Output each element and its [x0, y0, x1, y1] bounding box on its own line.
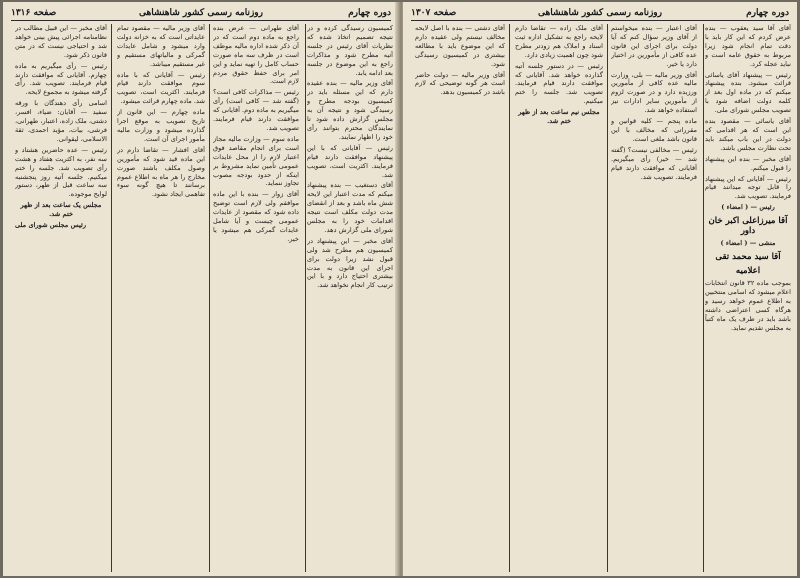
paragraph: رئیس — آقایانی که با ماده سوم موافقت دارند قیام فرمایند. اکثریت است، تصویب شد. ماده چهارم قرائت میشود.	[117, 70, 205, 106]
secretary-title: منشی — ( امضاء )	[720, 239, 776, 248]
right-header-title: روزنامه رسمی کشور شاهنشاهی	[538, 8, 662, 18]
left-header-issue: دوره چهارم	[348, 8, 391, 18]
paragraph: آقای ملک زاده — تقاضا دارم لایحه راجع به تشکیل اداره ثبت اسناد و املاک هم زودتر مطرح شود چون اهمیت زیادی دارد.	[515, 24, 603, 59]
right-column-2	[611, 24, 697, 572]
paragraph: رئیس — پیشنهاد آقای یاسائی قرائت میشود. بنده پیشنهاد میکنم که در ماده اول بعد از کلمه دولت اضافه شود با تصویب مجلس شورای ملی.	[705, 70, 791, 115]
right-column-4	[415, 24, 505, 572]
column-rule	[305, 24, 306, 572]
session-closed-note: مجلس نیم ساعت بعد از ظهر ختم شد.	[518, 108, 600, 126]
column-rule	[607, 24, 608, 572]
paragraph: آقای وزیر مالیه — بنده عقیده دارم که این مسئله باید در کمیسیون بودجه مطرح و رسیدگی شود و نتیجه آن به مجلس گزارش داده شود تا نمایندگان محترم بتوانند رأی خود را اظهار نمایند.	[307, 79, 393, 141]
paragraph: اسامی رأی دهندگان با ورقه سفید — آقایان: ضیاء، افسر، دشتی، ملک زاده، اعتبار، طهرانی، فرشی، بیات، مؤید احمدی، ثقة الاسلامی، لیقوانی.	[15, 99, 107, 143]
paragraph: آقای آقا سید یعقوب — بنده عرض کردم که این کار باید با دقت تمام انجام شود زیرا مربوط به حقوق عامه است و نباید عجله کرد.	[705, 24, 791, 68]
paragraph: آقای وزیر مالیه — مقصود تمام عایداتی است که به خزانه دولت وارد میشود و شامل عایدات گمرکی و مالیاتهای مستقیم و غیر مستقیم میباشد.	[117, 24, 205, 68]
notice-heading: اعلامیه	[735, 266, 761, 277]
notice-text: بموجب ماده ۳۲ قانون انتخابات اعلام میشود که اسامی منتخبین به اطلاع عموم خواهد رسید و هرگاه کسی اعتراضی داشته باشد باید در ظرف یک ماه کتباً به مجلس تقدیم نماید.	[705, 279, 791, 332]
left-header-title: روزنامه رسمی کشور شاهنشاهی	[139, 8, 263, 18]
paragraph: ماده چهارم — این قانون از تاریخ تصویب به موقع اجرا گذارده میشود و وزارت مالیه مأمور اجرای آن است.	[117, 108, 205, 143]
paragraph: رئیس — مذاکرات کافی است؟ (گفته شد — کافی است) رأی میگیریم به ماده دوم. آقایانی که موافقت دارند قیام فرمایند. تصویب شد.	[213, 88, 299, 132]
paragraph: رئیس — در دستور جلسه آتیه گذارده خواهد شد. آقایانی که موافقت دارند قیام فرمایند. تصویب شد. جلسه را ختم میکنیم.	[515, 61, 603, 106]
newspaper-spread	[3, 2, 797, 576]
paragraph: آقای مخبر — بنده این پیشنهاد را قبول میکنم.	[705, 154, 791, 172]
president-name: آقا میرزاعلی اکبر خان داور	[708, 216, 788, 237]
column-rule	[509, 24, 510, 572]
paragraph: رئیس — آقایانی که با این پیشنهاد موافقت دارند قیام فرمایند. اکثریت است، تصویب شد.	[307, 143, 393, 179]
right-page-header	[411, 6, 789, 21]
column-rule	[209, 24, 210, 572]
paragraph: آقای مخبر — این پیشنهاد در کمیسیون هم مطرح شد ولی قبول نشد زیرا دولت برای اجرای این قانون به مدت بیشتری احتیاج دارد و با این ترتیب کار انجام نخواهد شد.	[307, 236, 393, 290]
right-header-page-number: صفحه ۱۳۰۷	[411, 8, 457, 18]
paragraph: آقای یاسائی — مقصود بنده این است که هر اقدامی که دولت در این باب میکند باید تحت نظارت مجلس باشد.	[705, 117, 791, 152]
president-title: رئیس — ( امضاء )	[721, 203, 775, 212]
left-column-3	[117, 24, 205, 572]
paragraph: رئیس — رأی میگیریم به ماده چهارم. آقایانی که موافقت دارند قیام فرمایند. تصویب شد. رأی گرفته میشود به مجموع لایحه.	[15, 61, 107, 97]
paragraph: آقای وزیر مالیه — بلی، وزارت مالیه عده کافی از مأمورین ورزیده دارد و در صورت لزوم از مأمورین سایر ادارات نیز استفاده خواهد شد.	[611, 70, 697, 115]
paragraph: آقای مخبر — این قبیل مطالب در نظامنامه اجرائی پیش بینی خواهد شد و احتیاجی نیست که در متن قانون ذکر شود.	[15, 24, 107, 59]
left-page	[3, 2, 399, 576]
paragraph: آقای طهرانی — عرض بنده راجع به ماده دوم است که در آن ذکر شده اداره مالیه موظف است در ظرف سه ماه صورت حساب کامل را تهیه نماید و این امر برای حفظ حقوق مردم لازم است.	[213, 24, 299, 86]
paragraph: آقای دشتی — بنده با اصل لایحه مخالف نیستم ولی عقیده دارم که این موضوع باید با مطالعه بیشتری در کمیسیون رسیدگی شود.	[415, 24, 505, 68]
column-rule	[703, 24, 704, 572]
left-page-header	[11, 6, 391, 21]
left-header-page-number: صفحه ۱۳۱۶	[11, 8, 57, 18]
paragraph: ماده پنجم — کلیه قوانین و مقرراتی که مخالف با این قانون باشد ملغی است.	[611, 117, 697, 143]
left-column-4	[15, 24, 107, 572]
secretary-name: آقا سید محمد تقی	[715, 252, 781, 263]
paragraph: آقای زوار — بنده با این ماده موافقم ولی لازم است توضیح داده شود که مقصود از عایدات عمومی چیست و آیا شامل عایدات گمرکی هم میشود یا خیر.	[213, 190, 299, 243]
paragraph: آقای دستغیب — بنده پیشنهاد میکنم که مدت اعتبار این لایحه شش ماه باشد و بعد از انقضای مدت دولت مکلف است نتیجه اقدامات خود را به مجلس شورای ملی گزارش دهد.	[307, 181, 393, 234]
column-rule	[111, 24, 112, 572]
left-column-1	[307, 24, 393, 572]
right-column-3	[515, 24, 603, 572]
paragraph: آقای افشار — تقاضا دارم در این ماده قید شود که مأمورین وصول مکلف باشند صورت مخارج را هر ماه به اطلاع عموم برسانند تا هیچ گونه سوء تفاهمی ایجاد نشود.	[117, 145, 205, 199]
paragraph: رئیس — مخالفی نیست؟ (گفته شد — خیر) رأی میگیریم. آقایانی که موافقت دارند قیام فرمایند. تصویب شد.	[611, 145, 697, 181]
paragraph: رئیس — آقایانی که این پیشنهاد را قابل توجه میدانند قیام فرمایند. تصویب شد.	[705, 174, 791, 201]
signature-line: رئیس مجلس شورای ملی	[15, 221, 86, 230]
paragraph: آقای اعتبار — بنده میخواستم از آقای وزیر سؤال کنم که آیا دولت برای اجرای این قانون عده کافی از مأمورین در اختیار دارد یا خیر.	[611, 24, 697, 68]
paragraph: کمیسیون رسیدگی کرده و در نتیجه تصمیم اتخاذ شده که نظریات آقای رئیس در جلسه آتیه مطرح شود و مذاکرات راجع به این موضوع در جلسه بعد ادامه یابد.	[307, 24, 393, 77]
right-header-issue: دوره چهارم	[746, 8, 789, 18]
right-column-1	[705, 24, 791, 572]
paragraph: آقای وزیر مالیه — دولت حاضر است هر گونه توضیحی که لازم باشد در کمیسیون بدهد.	[415, 70, 505, 97]
right-page	[403, 2, 797, 576]
left-column-2	[213, 24, 299, 572]
session-closed-note: مجلس یک ساعت بعد از ظهر ختم شد.	[20, 201, 102, 219]
paragraph: ماده سوم — وزارت مالیه مجاز است برای انجام مقاصد فوق اعتبار لازم را از محل عایدات عمومی تأمین نماید مشروط بر اینکه از حدود بودجه مصوب تجاوز ننماید.	[213, 134, 299, 188]
paragraph: رئیس — عده حاضرین هشتاد و سه نفر، به اکثریت هفتاد و هشت رأی تصویب شد. جلسه را ختم میکنیم. جلسه آتیه روز پنجشنبه سه ساعت قبل از ظهر، دستور لوایح موجوده.	[15, 145, 107, 199]
